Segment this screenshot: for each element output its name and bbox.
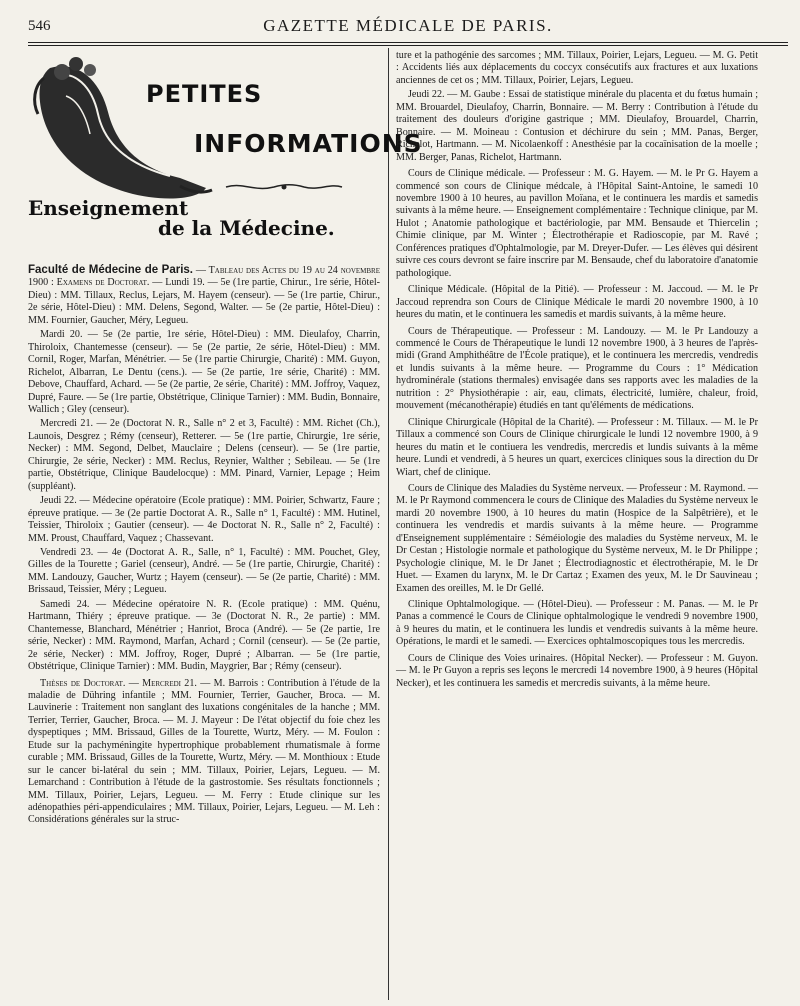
voies-urinaires-paragraph: Cours de Clinique des Voies urinaires. (Hôpital Necker). — Professeur : M. Guyon. — M. le Pr Guyon a repris ses leçons le mercredi 14 novembre 1900, à 9 heures (Hôpital Necker), et les continuera les samedis et mercredis suivants, à la même heure. xyxy=(396,652,758,689)
therapeutique-paragraph: Cours de Thérapeutique. — Professeur : M. Landouzy. — M. le Pr Landouzy a commencé le Cours de Thérapeutique le lundi 12 novembre 1900, à 3 heures de l'après-midi (Grand Amphithéâtre de l'École pratique), et le continuera les mercredis, vendredis et lundis suivants à la même heure. — Programme du Cours : 1° Médication hydrominérale (stations thermales) envisagée dans ses rapports avec les maladies de la nutrition : 2° Physiothérapie : air, eau, climats, électricité, lumière, chaleur, froid, mouvement (mécanothérapie) étudiés en tant qu'éléments de médications. xyxy=(396,325,758,412)
banner-word-informations: INFORMATIONS xyxy=(194,129,423,158)
header-rule xyxy=(28,42,788,43)
heading-de-la-medecine: de la Médecine. xyxy=(158,216,335,240)
vendredi-paragraph: Vendredi 23. — 4e (Doctorat A. R., Salle, n° 1, Faculté) : MM. Pouchet, Gley, Gilles de la Tourette ; Gariel (censeur), André. — 5e (1re partie, Chirurgie, Charité) : MM. Landouzy, Gaucher, Wurtz ; Hayem (censeur). — 5e (2e partie, Charité) : MM. Brissaud, Teissier, Méry ; Legueu. xyxy=(28,546,380,596)
clinique-pitie-paragraph: Clinique Médicale. (Hôpital de la Pitié). — Professeur : M. Jaccoud. — M. le Pr Jaccoud reprendra son Cours de Clinique Médicale le mardi 20 novembre 1900, à 10 heures du matin, et le continuera les samedis et mardis suivants, à la même heure. xyxy=(396,284,758,321)
samedi-paragraph: Samedi 24. — Médecine opératoire N. R. (Ecole pratique) : MM. Quénu, Hartmann, Thiéry ; épreuve pratique. — 3e (Doctorat N. R., 2e partie) : MM. Chantemesse, Blanchard, Ménétrier ; Hanriot, Broca (André). — 5e (2e partie, 1re série, Necker) : MM. Raymond, Marfan, Achard ; Cornil (censeur). — 5e (2e partie, 2e série, Necker) : MM. Joffroy, Roger, Dupré ; Albarran. — 5e (1re partie, Obstétrique, Clinique Tarnier) : MM. Budin, Maygrier, Bar ; Rémy (censeur). xyxy=(28,598,380,673)
theses-jeudi-paragraph: Jeudi 22. — M. Gaube : Essai de statistique minérale du placenta et du fœtus humain ; MM. Brouardel, Dieulafoy, Charrin, Bonnaire. — M. Berry : Contribution à l'étude du traitement des douleurs d'origine gastrique ; MM. Dieulafoy, Brouardel, Charrin, Bonnaire. — M. Moineau : Contusion et déchirure du sein ; MM. Panas, Berger, Richelot, Hartmann. — M. Nicolaenkoff : Anesthésie par la cocaïnisation de la moelle ; MM. Berger, Panas, Richelot, Hartmann. xyxy=(396,89,758,163)
page-header xyxy=(28,14,788,40)
theses-lead: Thèses de Doctorat. — Mercredi 21. — xyxy=(40,677,211,689)
clinique-chirurgicale-paragraph: Clinique Chirurgicale (Hôpital de la Charité). — Professeur : M. Tillaux. — M. le Pr Tillaux a commencé son Cours de Clinique chirurgicale le lundi 12 novembre 1900, à 9 heures du matin et le contiuera les vendredis, mercredis et lundis suivants à la même heure. Lundi et vendredi, à 5 heures un quart, exercices cliniques sous la direction du Dr Wiart, chef de clinique. xyxy=(396,416,758,478)
flourish-ornament-icon xyxy=(224,180,344,194)
cornucopia-icon xyxy=(30,56,215,206)
mardi-paragraph: Mardi 20. — 5e (2e partie, 1re série, Hôtel-Dieu) : MM. Dieulafoy, Charrin, Thiroloix, Chantemesse (censeur). — 5e (2e partie, 2e série, Hôtel-Dieu) : MM. Cornil, Roger, Marfan, Ménétrier. — 5e (1re partie Chirurgie, Charité) : MM. Guyon, Richelot, Albarran, Le Dentu (cens.). — 5e (2e partie, 1re série, Charité) : MM. Debove, Chauffard, Achard. — 5e (2e partie, 2e série, Charité) : MM. Joffroy, Vaquez, Dupré, Faure. — 5e (1re partie, Obstétrique, Clinique Tarnier) : MM. Budin, Bonnaire, Wallich ; Gley (censeur). xyxy=(28,329,380,415)
faculte-title: Faculté de Médecine de Paris. xyxy=(28,264,193,276)
systeme-nerveux-paragraph: Cours de Clinique des Maladies du Système nerveux. — Professeur : M. Raymond. — M. le Pr Raymond commencera le cours de Clinique des Maladies du Système nerveux le mardi 20 novembre 1900, à 10 heures du matin (Hospice de la Salpêtrière), et le continuera les vendredis et mardis suivants à la même heure. — Programme d'Enseignement supplémentaire : Séméiologie des maladies du Système nerveux, M. le Dr Cestan ; Histologie normale et pathologique du Système nerveux, M. le Dr Philippe ; Psychologie clinique, M. le Dr Janet ; Électrodiagnostic et électrothérapie, M. le Dr Huet. — Examen du larynx, M. le Dr Cartaz ; Examen des yeux, M. le Dr Sauvineau ; Examen des oreilles, M. le Dr Gellé. xyxy=(396,482,758,594)
theses-text: M. Barrois : Contribution à l'étude de la maladie de Dühring infantile ; MM. Fournier, Terrier, Gaucher, Broca. — M. Lauvinerie : Traitement non sanglant des luxations congénitales de la hanche ; MM. Terrier, Terrier, Gaucher, Broca. — M. J. Mayeur : De l'état objectif du foie chez les dyspeptiques ; MM. Brissaud, Gilles de la Tourette, Wurtz, Méry. — M. Foulon : Etude sur la pachyméningite hypertrophique probablement rhumatismale à forme curable ; MM. Brissaud, Gilles de la Tourette, Wurtz, Méry. — M. Monthioux : Etude sur le cancer bi-latéral du sein ; MM. Tillaux, Poirier, Lejars, Legueu. — M. Lemarchand : Contribution à l'étude de la gastrostomie. Ses résultats fonctionnels ; MM. Tillaux, Poirier, Lejars, Legueu. — M. Ferry : Etude clinique sur les adénopathies péri-appendiculaires ; MM. Tillaux, Poirier, Lejars, Legueu. — M. Leh : Considérations générales sur la struc- xyxy=(28,677,380,826)
page-number: 546 xyxy=(28,18,51,34)
mercredi-paragraph: Mercredi 21. — 2e (Doctorat N. R., Salle n° 2 et 3, Faculté) : MM. Richet (Ch.), Launois, Desgrez ; Rémy (censeur), Retterer. — 5e (1re partie, Chirurgie, 1re série, Necker) : MM. Segond, Delbet, Mauclaire ; Delens (censeur). — 5e (1re partie, Chirurgie, 2e série, Necker) : MM. Reclus, Reynier, Walther ; Sebileau. — 5e (1re partie, Obstétrique, Clinique Baudelocque) : MM. Pinard, Varnier, Lepage ; Heim (suppléant). xyxy=(28,418,380,492)
petites-informations-banner xyxy=(28,50,423,240)
faculte-paragraph xyxy=(28,264,380,327)
theses-continuation: ture et la pathogénie des sarcomes ; MM. Tillaux, Poirier, Lejars, Legueu. — M. G. Petit : Accidents liés aux déplacements du coccyx consécutifs aux fractures et aux luxations anciennes de cet os ; MM. Tillaux, Poirier, Lejars, Legueu. xyxy=(396,50,758,86)
jeudi-paragraph: Jeudi 22. — Médecine opératoire (Ecole pratique) : MM. Poirier, Schwartz, Faure ; épreuve pratique. — 3e (2e partie Doctorat A. R., Salle n° 1, Faculté) : MM. Hutinel, Teissier, Thiroloix ; Gautier (censeur). — 4e Doctorat N. R., Salle n° 2, Faculté) : MM. Proust, Chauffard, Vaquez ; Chassevant. xyxy=(28,495,380,544)
heading-enseignement: Enseignement xyxy=(28,196,189,220)
tableau-lead: — Tableau des Actes du 19 au 24 novembre 1900 : Examens de Doctorat. — xyxy=(28,265,380,289)
ophtalmologique-paragraph: Clinique Ophtalmologique. — (Hôtel-Dieu). — Professeur : M. Panas. — M. le Pr Panas a commencé le Cours de Clinique ophtalmologique le vendredi 9 novembre 1900, à 9 heures du matin, et le continuera les lundis et vendredis suivants à la même heure. Opérations, le mardi et le samedi. — Exercices ophtalmoscopiques tous les mercredis. xyxy=(396,599,758,648)
header-rule-2 xyxy=(28,45,788,46)
banner-word-petites: PETITES xyxy=(146,80,263,108)
left-column xyxy=(28,50,423,1002)
lundi-text: Lundi 19. — 5e (1re partie, Chirur., 1re série, Hôtel-Dieu) : MM. Tillaux, Reclus, Lejars, M. Hayem (censeur). — 5e (1re partie, Chirur., 2e série, Hôtel-Dieu) : MM. Delens, Segond, Walter. — 5e (2e partie, Hôtel-Dieu) : MM. Fournier, Gaucher, Méry, Legueu. xyxy=(28,277,381,326)
column-divider xyxy=(388,48,389,1000)
journal-title: GAZETTE MÉDICALE DE PARIS. xyxy=(263,16,553,35)
theses-paragraph xyxy=(28,678,380,827)
right-column xyxy=(396,50,758,1002)
clinique-medicale-paragraph: Cours de Clinique médicale. — Professeur : M. G. Hayem. — M. le Pr G. Hayem a commencé son cours de Clinique médcale, à l'Hôpital Saint-Antoine, le samedi 10 novembre 1900 à 10 heures, au pavillon Moïana, et le continuera les mardis et samedis suivants à la même heure. — Enseignement complémentaire : Technique clinique, par M. Hulot ; Anatomie pathologique et bactériologie, par MM. Bensaude et Thiercelin ; Chimie clinique, par M. Winter ; Électrothérapie et Radioscopie, par M. Ravé ; Conférences pratiques d'Ophtalmologie, par M. Dreyer-Dufer. — Les élèves qui désirent suivre ces cours devront se faire inscrire par M. Bensaude, chef du laboratoire d'anatomie pathologique. xyxy=(396,168,758,279)
